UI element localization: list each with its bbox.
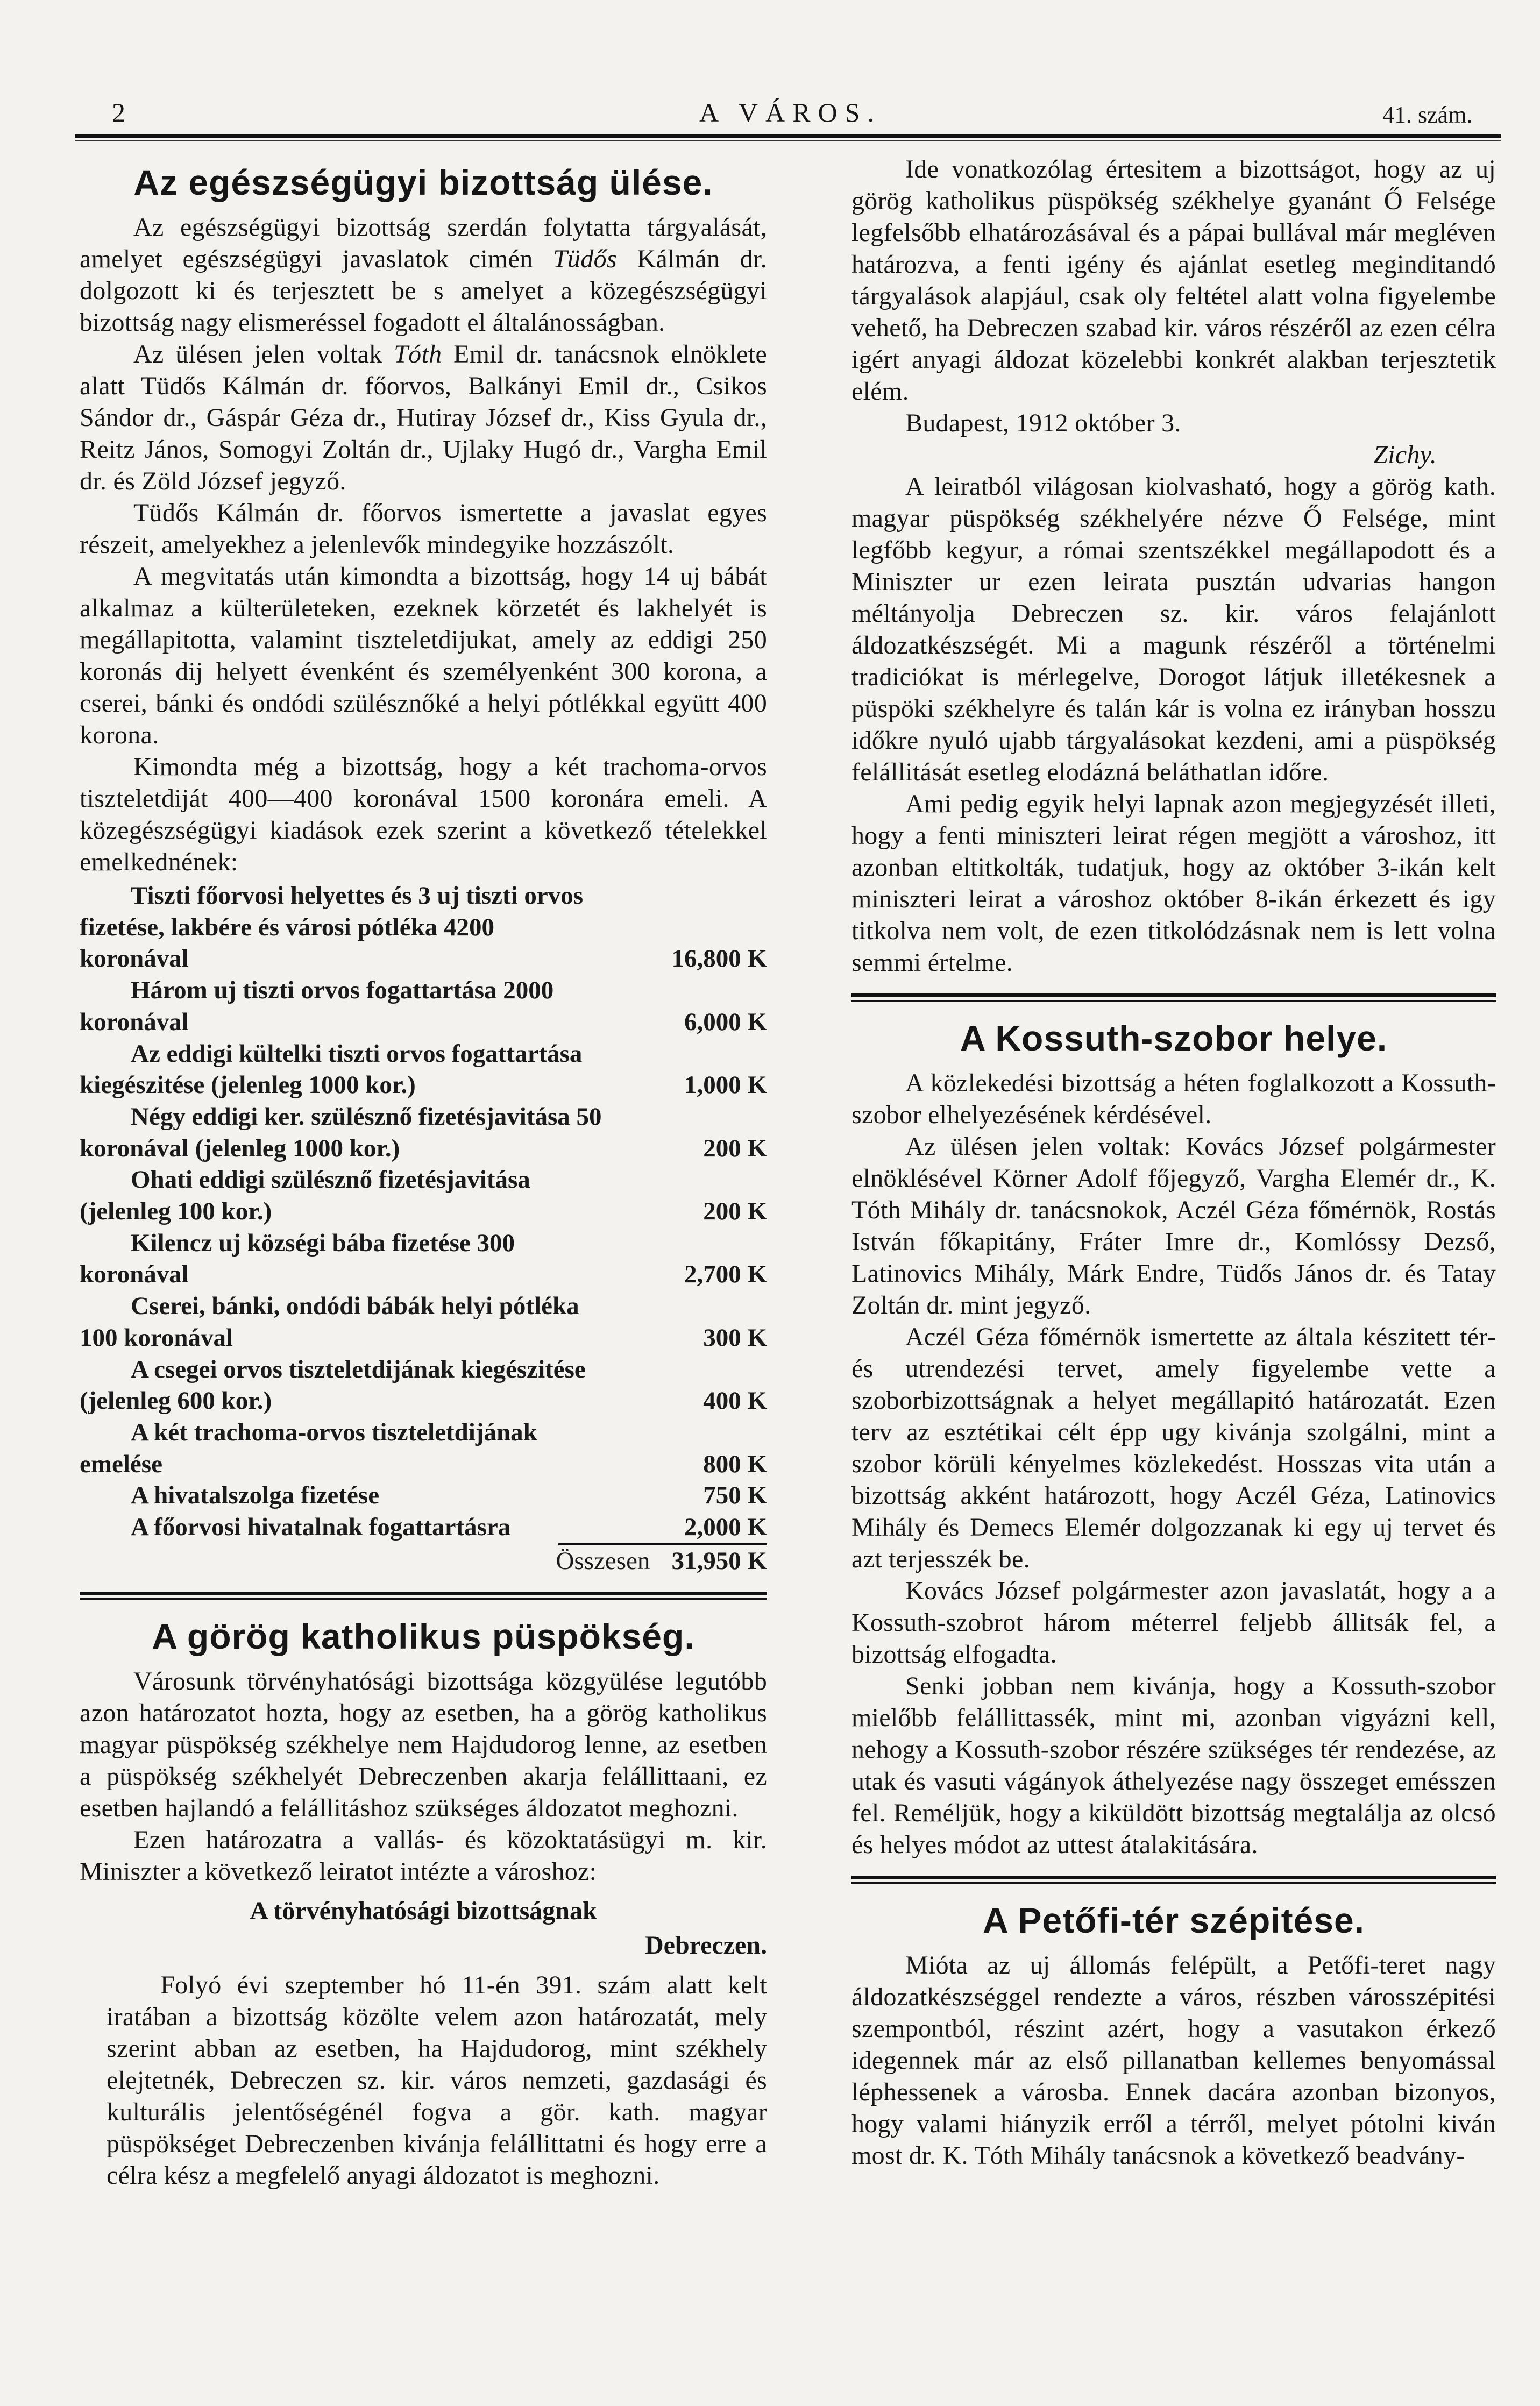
expense-amount: 2,000 K: [684, 1513, 767, 1542]
expense-amount: 400 K: [703, 1387, 767, 1415]
expense-row: [80, 975, 767, 1038]
paragraph: Városunk törvényhatósági bizottsága közgyülése legutóbb azon határozatot hozta, hogy az esetben, ha a görög katholikus magyar püspökség székhelye nem Hajdudorog lenne, az esetben a püspökség székhelyét Debreczenben akarja felállittaani, ez esetben hajlandó a felállitáshoz szükséges áldozatot meghozni.: [80, 1667, 767, 1823]
text: Az ülésen jelen voltak: [133, 340, 394, 368]
paragraph: Ide vonatkozólag értesitem a bizottságot, hogy az uj görög katholikus püspökség székhelye gyanánt Ő Felsége legfelsőbb elhatározásával és a pápai bullával már megléven határozva, a fenti igény és ajánlat esetleg meginditandó tárgyalások alapjául, csak oly feltétel alatt volna figyelembe vehető, ha Debreczen szabad kir. város részéről az ezen célra igért anyagi áldozat közelebbi konkrét alakban terjesztetik elém.: [851, 155, 1496, 406]
expense-amount: 200 K: [703, 1134, 767, 1162]
letter-addressee: A törvényhatósági bizottságnak: [250, 1897, 597, 1926]
expense-total-row: [80, 1545, 767, 1577]
expense-amount: 800 K: [703, 1450, 767, 1478]
expense-description: A két trachoma-orvos tiszteletdijának emelése: [80, 1418, 537, 1478]
paragraph: Mióta az uj állomás felépült, a Petőfi-teret nagy áldozatkészséggel rendezte a város, részben városszépitési szempontból, részint azért, hogy a vasutakon érkező idegennek már az első pillanatban kellemes benyomással léphessenek a városba. Ennek dacára azonban bizonyos, hogy valami hiányzik erről a térről, melyet pótolni kiván most dr. K. Tóth Mihály tanácsnok a következő beadvány-: [851, 1951, 1496, 2170]
text: Az egészségügyi bizottság szerdán folytatta tárgyalását, amelyet egészségügyi javaslatok cimén: [80, 213, 767, 273]
letter-city: Debreczen.: [644, 1931, 767, 1960]
expense-amount: 200 K: [703, 1197, 767, 1226]
right-column: [851, 153, 1496, 2204]
paragraph: Tüdős Kálmán dr. főorvos ismertette a javaslat egyes részeit, amelyekhez a jelenlevők mindegyike hozzászólt.: [80, 499, 767, 559]
expense-amount: 2,700 K: [684, 1260, 767, 1289]
expense-row: [80, 1038, 767, 1101]
issue-number: 41. szám.: [1382, 102, 1473, 128]
expense-description: Három uj tiszti orvos fogattartása 2000 koronával: [80, 976, 554, 1036]
page-number: 2: [112, 97, 125, 127]
expense-row: [80, 1101, 767, 1164]
paragraph: Folyó évi szeptember hó 11-én 391. szám alatt kelt iratában a bizottság közölte velem azon határozatát, mely szerint abban az esetben, ha Hajdudorog, mint székhely elejtetnék, Debreczen sz. kir. város nemzeti, gazdasági és kulturális jelentőségénél fogva a gör. kath. magyar püspökséget Debreczenben kivánja felállittatni és hogy erre a célra kész a megfelelő anyagi áldozatot is meghozni.: [107, 1971, 767, 2190]
section-divider: [851, 993, 1496, 1002]
italic-name: Tóth: [394, 340, 442, 368]
expense-amount: 300 K: [703, 1323, 767, 1352]
expense-description: A hivatalszolga fizetése: [131, 1481, 380, 1510]
expense-description: Cserei, bánki, ondódi bábák helyi pótléka 100 koronával: [80, 1292, 579, 1352]
expense-amount: 16,800 K: [671, 945, 767, 973]
section-divider: [80, 1592, 767, 1600]
expense-row: [80, 1511, 767, 1543]
expense-row: [80, 1480, 767, 1511]
article-title-petofi-square: A Petőfi-tér szépitése.: [982, 1900, 1365, 1940]
expense-description: Ohati eddigi szülésznő fizetésjavitása (jelenleg 100 kor.): [80, 1166, 530, 1226]
expense-row: [80, 1354, 767, 1417]
expense-row: [80, 1417, 767, 1480]
newspaper-title: A VÁROS.: [699, 97, 882, 127]
expense-description: A főorvosi hivatalnak fogattartásra: [131, 1513, 511, 1542]
text: Emil dr. tanácsnok elnöklete alatt Tüdős Kálmán dr. főorvos, Balkányi Emil dr., Csikos Sándor dr., Gáspár Géza dr., Hutiray József dr., Kiss Gyula dr., Reitz János, Somogyi Zoltán dr., Ujlaky Hugó dr., Vargha Emil dr. és Zöld József jegyző.: [80, 340, 767, 495]
paragraph: Ami pedig egyik helyi lapnak azon megjegyzését illeti, hogy a fenti miniszteri leirat régen megjött a városhoz, itt azonban eltitkolták, tudatjuk, hogy az október 3-ikán kelt miniszteri leirat a városhoz október 8-ikán érkezett és igy titkolva nem volt, de ezen titkolódzásnak nem is lett volna semmi értelme.: [851, 790, 1496, 977]
expense-amount: 6,000 K: [684, 1007, 767, 1036]
left-column: [80, 153, 767, 2224]
expense-row: [80, 1164, 767, 1227]
section-divider: [851, 1876, 1496, 1884]
paragraph: Kimondta még a bizottság, hogy a két trachoma-orvos tiszteletdiját 400—400 koronával 1500 koronára emeli. A közegészségügyi kiadások ezek szerint a következő tételekkel emelkednének:: [80, 753, 767, 876]
paragraph: A megvitatás után kimondta a bizottság, hogy 14 uj bábát alkalmaz a külterületeken, ezeknek körzetét és lakhelyét is megállapitotta, valamint tiszteletdijukat, amely az eddigi 250 koronás dij helyett évenként és személyenként 300 korona, a cserei, bánki és ondódi szülésznőké a helyi pótlékkal együtt 400 korona.: [80, 562, 767, 749]
expense-table: [80, 880, 767, 1577]
paragraph: Ezen határozatra a vallás- és közoktatásügyi m. kir. Miniszter a következő leiratot intézte a városhoz:: [80, 1826, 767, 1886]
article-petofi-square: [851, 1949, 1496, 2171]
paragraph: A közlekedési bizottság a héten foglalkozott a Kossuth-szobor elhelyezésének kérdésével.: [851, 1069, 1496, 1129]
minister-letter: [80, 1969, 767, 2191]
expense-amount: 1,000 K: [684, 1071, 767, 1099]
total-label: Összesen: [556, 1546, 650, 1575]
paragraph: Aczél Géza főmérnök ismertette az általa készitett tér- és utrendezési tervet, amely figyelembe vette a szoborbizottságnak a helyet megállapitó határozatát. Ezen terv az esztétikai célt épp ugy kivánja szolgálni, mint a szobor körüli kényelmes közlekedést. Hosszas vita után a bizottság akként határozott, hogy Aczél Géza, Latinovics Mihály és Demecs Elemér dolgozzanak ki egy uj tervet és azt terjesszék be.: [851, 1323, 1496, 1573]
expense-row: [80, 880, 767, 975]
article-kossuth-statue: [851, 1067, 1496, 1861]
paragraph: Senki jobban nem kivánja, hogy a Kossuth-szobor mielőbb felállittassék, mint mi, azonban vigyázni kell, nehogy a Kossuth-szobor részére szükséges tér rendezése, az utak és vasuti vágányok áthelyezése nagy összeget emésszen fel. Reméljük, hogy a kiküldött bizottság megtalálja az olcsó és helyes módot az uttest átalakitására.: [851, 1672, 1496, 1859]
header-rule: [75, 134, 1501, 141]
article-title-kossuth-statue: A Kossuth-szobor helye.: [960, 1018, 1388, 1058]
article-bishopric: [80, 1665, 767, 1887]
signature: Zichy.: [1373, 441, 1437, 469]
expense-amount: 750 K: [703, 1481, 767, 1510]
text: Kálmán dr. dolgozott ki és terjesztett be s amelyet a közegészségügyi bizottság nagy elismeréssel fogadott el általánosságban.: [80, 245, 767, 337]
italic-name: Tüdős: [553, 245, 617, 273]
dateline: Budapest, 1912 október 3.: [905, 409, 1181, 437]
paragraph: [80, 211, 767, 338]
total-amount: 31,950 K: [671, 1546, 767, 1575]
paragraph: Kovács József polgármester azon javaslatát, hogy a a Kossuth-szobrot három méterrel feljebb állitsák fel, a bizottság elfogadta.: [851, 1577, 1496, 1669]
paragraph: A leiratból világosan kiolvasható, hogy a görög kath. magyar püspökség székhelyére nézve Ő Felsége, mint legfőbb kegyur, a római szentszékkel megállapodott és a Miniszter ur ezen leirata pusztán udvarias hangon méltányolja Debreczen sz. kir. város felajánlott áldozatkészségét. Mi a magunk részéről a történelmi tradiciókat is mérlegelve, Dorogot látjuk illetékesnek a püspöki székhelyre és talán kár is volna ez irányban hosszu időkre nyuló ujabb tárgyalásokat kezdeni, ami a püspökség felállitását esetleg elodázná beláthatlan időre.: [851, 472, 1496, 786]
paragraph: [80, 338, 767, 497]
article-health-committee: [80, 211, 767, 878]
expense-description: Tiszti főorvosi helyettes és 3 uj tiszti orvos fizetése, lakbére és városi pótléka 4200 koronával: [80, 882, 584, 973]
expense-description: A csegei orvos tiszteletdijának kiegészitése (jelenleg 600 kor.): [80, 1355, 586, 1415]
paragraph: Az ülésen jelen voltak: Kovács József polgármester elnöklésével Körner Adolf főjegyző, Vargha Elemér dr., K. Tóth Mihály dr. tanácsnokok, Aczél Géza főmérnök, Rostás István főkapitány, Fráter Imre dr., Komlóssy Dezső, Latinovics Mihály, Márk Endre, Tüdős János dr. és Tatay Zoltán dr. mint jegyző.: [851, 1132, 1496, 1319]
article-title-health-committee: Az egészségügyi bizottság ülése.: [133, 162, 713, 202]
article-title-bishopric: A görög katholikus püspökség.: [152, 1616, 695, 1657]
minister-letter-continued: [851, 153, 1496, 978]
expense-description: Négy eddigi ker. szülésznő fizetésjavitása 50 koronával (jelenleg 1000 kor.): [80, 1102, 602, 1162]
expense-description: Kilencz uj községi bába fizetése 300 koronával: [80, 1229, 515, 1289]
expense-row: [80, 1290, 767, 1353]
expense-description: Az eddigi kültelki tiszti orvos fogattartása kiegészitése (jelenleg 1000 kor.): [80, 1039, 583, 1099]
expense-row: [80, 1227, 767, 1290]
